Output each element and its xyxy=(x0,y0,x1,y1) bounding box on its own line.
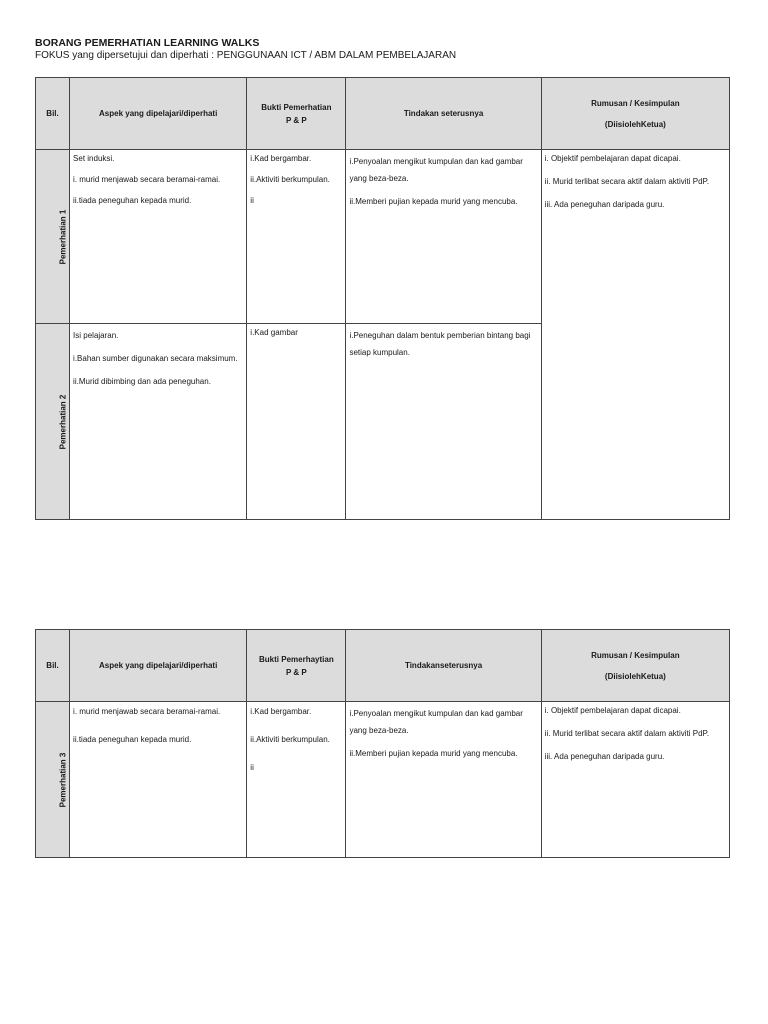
rumusan-item: i. Objektif pembelajaran dapat dicapai. xyxy=(544,706,681,715)
bukti-item: i.Kad bergambar. xyxy=(250,707,312,716)
row-label-cell xyxy=(36,324,70,520)
rumusan-item: iii. Ada peneguhan daripada guru. xyxy=(544,200,665,209)
aspek-item: i. murid menjawab secara beramai-ramai. xyxy=(73,707,221,716)
tindakan-item: ii.Memberi pujian kepada murid yang mencuba. xyxy=(349,197,518,206)
row-label: Pemerhatian 1 xyxy=(58,209,68,264)
rumusan-item: iii. Ada peneguhan daripada guru. xyxy=(544,752,665,761)
aspek-item: Isi pelajaran. xyxy=(73,331,119,340)
header-rumusan-line2: (DiisiolehKetua) xyxy=(604,671,666,681)
tindakan-item: i.Peneguhan dalam bentuk pemberian bintang bagi setiap kumpulan. xyxy=(349,331,531,357)
row-label-cell xyxy=(36,702,70,858)
aspek-cell xyxy=(70,702,247,858)
row-label: Pemerhatian 2 xyxy=(58,394,68,449)
header-bukti-line1: Bukti Pemerhatian xyxy=(261,102,332,112)
table-row xyxy=(36,150,730,324)
observation-table-2 xyxy=(35,629,730,858)
header-aspek: Aspek yang dipelajari/diperhati xyxy=(70,78,247,150)
header-rumusan-line2: (DiisiolehKetua) xyxy=(604,119,666,129)
row-label: Pemerhatian 3 xyxy=(58,752,68,807)
rumusan-cell xyxy=(541,702,729,858)
focus-line: FOKUS yang dipersetujui dan diperhati : PENGGUNAAN ICT / ABM DALAM PEMBELAJARAN xyxy=(35,50,457,61)
tindakan-cell xyxy=(346,702,541,858)
table-row xyxy=(36,702,730,858)
bukti-cell xyxy=(247,702,346,858)
aspek-cell xyxy=(70,324,247,520)
bukti-item: ii xyxy=(250,763,254,772)
bukti-cell xyxy=(247,324,346,520)
tindakan-cell xyxy=(346,324,541,520)
header-bukti xyxy=(247,78,346,150)
header-rumusan-line1: Rumusan / Kesimpulan xyxy=(591,98,680,108)
header-rumusan-line1: Rumusan / Kesimpulan xyxy=(591,650,680,660)
tindakan-item: i.Penyoalan mengikut kumpulan dan kad gambar yang beza-beza. xyxy=(349,157,523,183)
tindakan-item: ii.Memberi pujian kepada murid yang mencuba. xyxy=(349,749,518,758)
header-rumusan xyxy=(541,78,729,150)
aspek-cell xyxy=(70,150,247,324)
header-tindakan: Tindakan seterusnya xyxy=(346,78,541,150)
aspek-item: i.Bahan sumber digunakan secara maksimum. xyxy=(73,354,238,363)
bukti-item: i.Kad bergambar. xyxy=(250,154,312,163)
bukti-item: ii.Aktiviti berkumpulan. xyxy=(250,175,330,184)
header-bukti-line2: P & P xyxy=(285,667,307,677)
aspek-item: ii.Murid dibimbing dan ada peneguhan. xyxy=(73,377,211,386)
aspek-item: i. murid menjawab secara beramai-ramai. xyxy=(73,175,221,184)
header-bukti-line2: P & P xyxy=(285,115,307,125)
aspek-item: Set induksi. xyxy=(73,154,115,163)
header-rumusan xyxy=(541,630,729,702)
header-bukti-line1: Bukti Pemerhaytian xyxy=(259,654,334,664)
rumusan-item: i. Objektif pembelajaran dapat dicapai. xyxy=(544,154,681,163)
bukti-item: i.Kad gambar xyxy=(250,328,298,337)
table-header-row xyxy=(36,78,730,150)
bukti-item: ii xyxy=(250,196,254,205)
header-bil: Bil. xyxy=(36,78,70,150)
header-tindakan: Tindakanseterusnya xyxy=(346,630,541,702)
header-aspek: Aspek yang dipelajari/diperhati xyxy=(70,630,247,702)
header-bil: Bil. xyxy=(36,630,70,702)
rumusan-item: ii. Murid terlibat secara aktif dalam aktiviti PdP. xyxy=(544,729,710,738)
form-title: BORANG PEMERHATIAN LEARNING WALKS xyxy=(35,37,260,49)
row-label-cell xyxy=(36,150,70,324)
aspek-item: ii.tiada peneguhan kepada murid. xyxy=(73,196,192,205)
rumusan-cell xyxy=(541,150,729,520)
bukti-cell xyxy=(247,150,346,324)
observation-table-1 xyxy=(35,77,730,520)
aspek-item: ii.tiada peneguhan kepada murid. xyxy=(73,735,192,744)
rumusan-item: ii. Murid terlibat secara aktif dalam aktiviti PdP. xyxy=(544,177,710,186)
tindakan-cell xyxy=(346,150,541,324)
table-header-row xyxy=(36,630,730,702)
header-bukti xyxy=(247,630,346,702)
tindakan-item: i.Penyoalan mengikut kumpulan dan kad gambar yang beza-beza. xyxy=(349,709,523,735)
bukti-item: ii.Aktiviti berkumpulan. xyxy=(250,735,330,744)
